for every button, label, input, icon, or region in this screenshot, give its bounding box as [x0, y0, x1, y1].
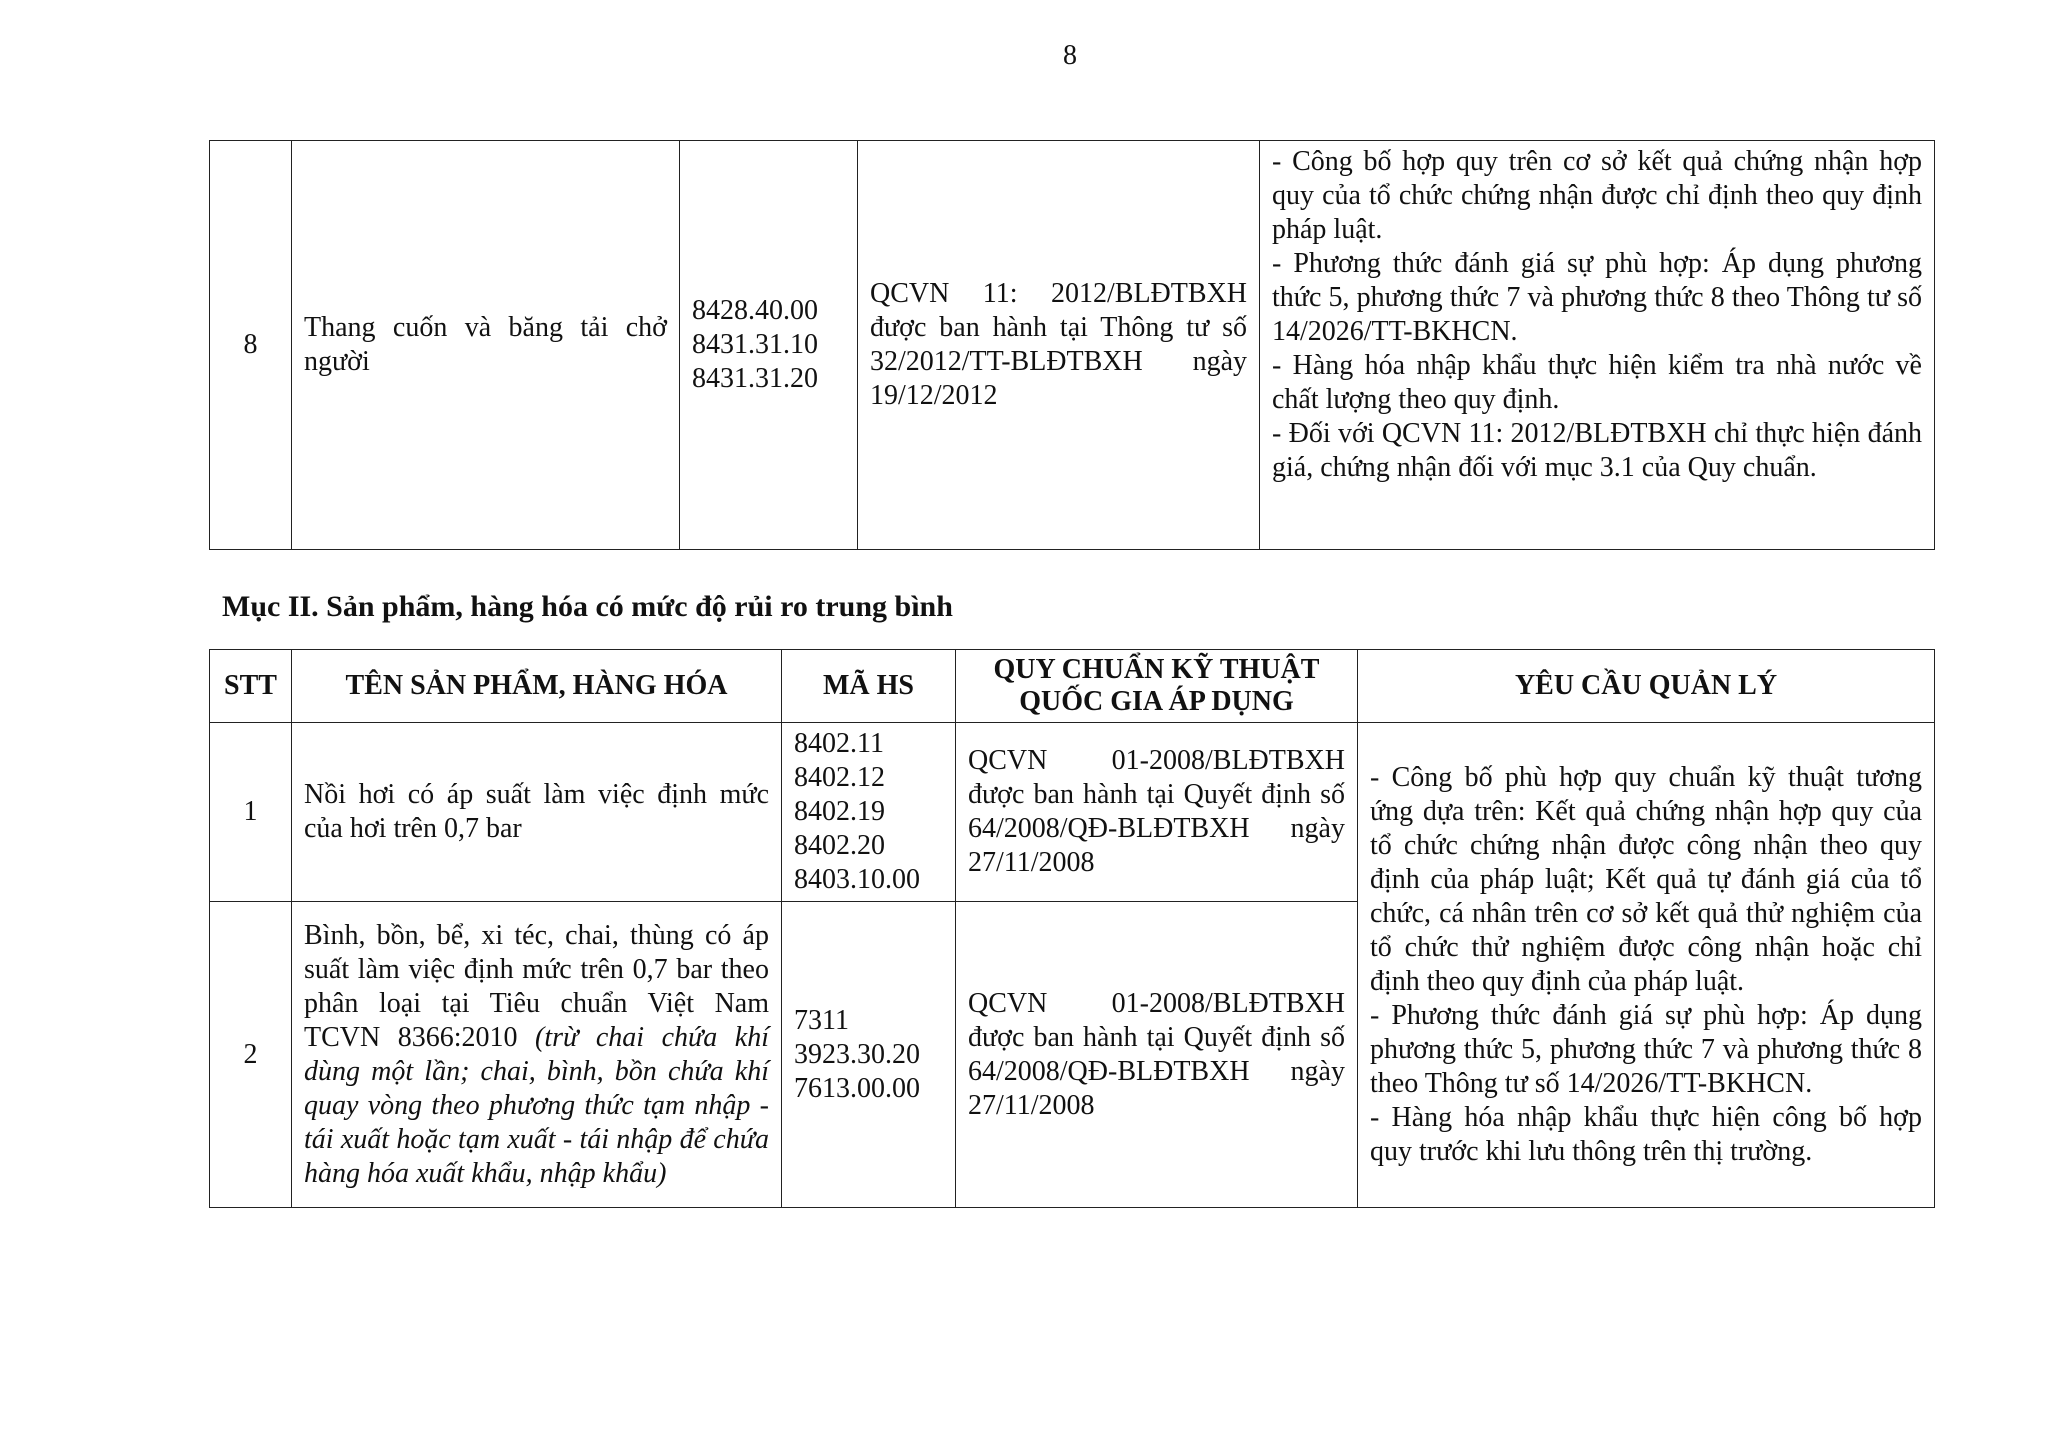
requirement-item: - Hàng hóa nhập khẩu thực hiện công bố hợp quy trước khi lưu thông trên thị trường. [1370, 1102, 1922, 1167]
requirement-item: - Công bố hợp quy trên cơ sở kết quả chứng nhận hợp quy của tổ chức chứng nhận được chỉ định theo quy định pháp luật. [1272, 146, 1922, 245]
requirement-item: - Công bố phù hợp quy chuẩn kỹ thuật tương ứng dựa trên: Kết quả chứng nhận hợp quy của tổ chức chứng nhận được công nhận theo quy định của pháp luật; Kết quả tự đánh giá của tổ chức, cá nhân trên cơ sở kết quả thử nghiệm của tổ chức thử nghiệm được công nhận hoặc chỉ định theo quy định của pháp luật. [1370, 762, 1922, 997]
product-name [292, 902, 782, 1208]
requirement-item: - Phương thức đánh giá sự phù hợp: Áp dụng phương thức 5, phương thức 7 và phương thức 8 theo Thông tư số 14/2026/TT-BKHCN. [1272, 248, 1922, 347]
section-heading: Mục II. Sản phẩm, hàng hóa có mức độ rủi ro trung bình [222, 590, 953, 623]
hs-code: 3923.30.20 [794, 1038, 920, 1070]
product-name: Nồi hơi có áp suất làm việc định mức của hơi trên 0,7 bar [292, 723, 782, 902]
hs-code: 7311 [794, 1004, 849, 1036]
requirement-item: - Đối với QCVN 11: 2012/BLĐTBXH chỉ thực hiện đánh giá, chứng nhận đối với mục 3.1 của Quy chuẩn. [1272, 418, 1922, 483]
table-row [210, 141, 1935, 550]
header-requirements: YÊU CẦU QUẢN LÝ [1358, 650, 1935, 723]
product-name-exclusion: (trừ chai chứa khí dùng một lần; chai, bình, bồn chứa khí quay vòng theo phương thức tạm nhập - tái xuất hoặc tạm xuất - tái nhập để chứa hàng hóa xuất khẩu, nhập khẩu) [304, 1021, 769, 1189]
row-stt: 2 [210, 902, 292, 1208]
hs-code: 8402.11 [794, 728, 884, 759]
requirement-item: - Hàng hóa nhập khẩu thực hiện kiểm tra nhà nước về chất lượng theo quy định. [1272, 350, 1922, 415]
hs-code: 8428.40.00 [692, 295, 818, 326]
technical-standard: QCVN 01-2008/BLĐTBXH được ban hành tại Quyết định số 64/2008/QĐ-BLĐTBXH ngày 27/11/2008 [956, 723, 1358, 902]
table-row [210, 723, 1935, 902]
technical-standard: QCVN 11: 2012/BLĐTBXH được ban hành tại Thông tư số 32/2012/TT-BLĐTBXH ngày 19/12/2012 [858, 141, 1260, 550]
management-requirements [1358, 723, 1935, 1208]
hs-codes [680, 141, 858, 550]
requirement-item: - Phương thức đánh giá sự phù hợp: Áp dụng phương thức 5, phương thức 7 và phương thức 8 theo Thông tư số 14/2026/TT-BKHCN. [1370, 1000, 1922, 1099]
header-hs: MÃ HS [782, 650, 956, 723]
hs-codes [782, 723, 956, 902]
hs-code: 7613.00.00 [794, 1072, 920, 1104]
product-name: Thang cuốn và băng tải chở người [292, 141, 680, 550]
hs-code: 8402.12 [794, 762, 885, 793]
risk-table-continued [209, 140, 1935, 550]
header-standard: QUY CHUẨN KỸ THUẬT QUỐC GIA ÁP DỤNG [956, 650, 1358, 723]
hs-code: 8403.10.00 [794, 864, 920, 895]
hs-code: 8402.19 [794, 796, 885, 827]
management-requirements [1260, 141, 1935, 550]
product-name-main: Bình, bồn, bể, xi téc, chai, thùng có áp suất làm việc định mức trên 0,7 bar theo phân loại tại Tiêu chuẩn Việt Nam TCVN 8366:2010 [304, 919, 769, 1053]
row-stt: 8 [210, 141, 292, 550]
header-name: TÊN SẢN PHẨM, HÀNG HÓA [292, 650, 782, 723]
hs-code: 8402.20 [794, 830, 885, 861]
technical-standard: QCVN 01-2008/BLĐTBXH được ban hành tại Quyết định số 64/2008/QĐ-BLĐTBXH ngày 27/11/2008 [956, 902, 1358, 1208]
medium-risk-table [209, 649, 1935, 1208]
hs-codes [782, 902, 956, 1208]
row-stt: 1 [210, 723, 292, 902]
page-number: 8 [1063, 40, 1077, 71]
hs-code: 8431.31.20 [692, 363, 818, 394]
hs-code: 8431.31.10 [692, 329, 818, 360]
table-header-row [210, 650, 1935, 723]
header-stt: STT [210, 650, 292, 723]
